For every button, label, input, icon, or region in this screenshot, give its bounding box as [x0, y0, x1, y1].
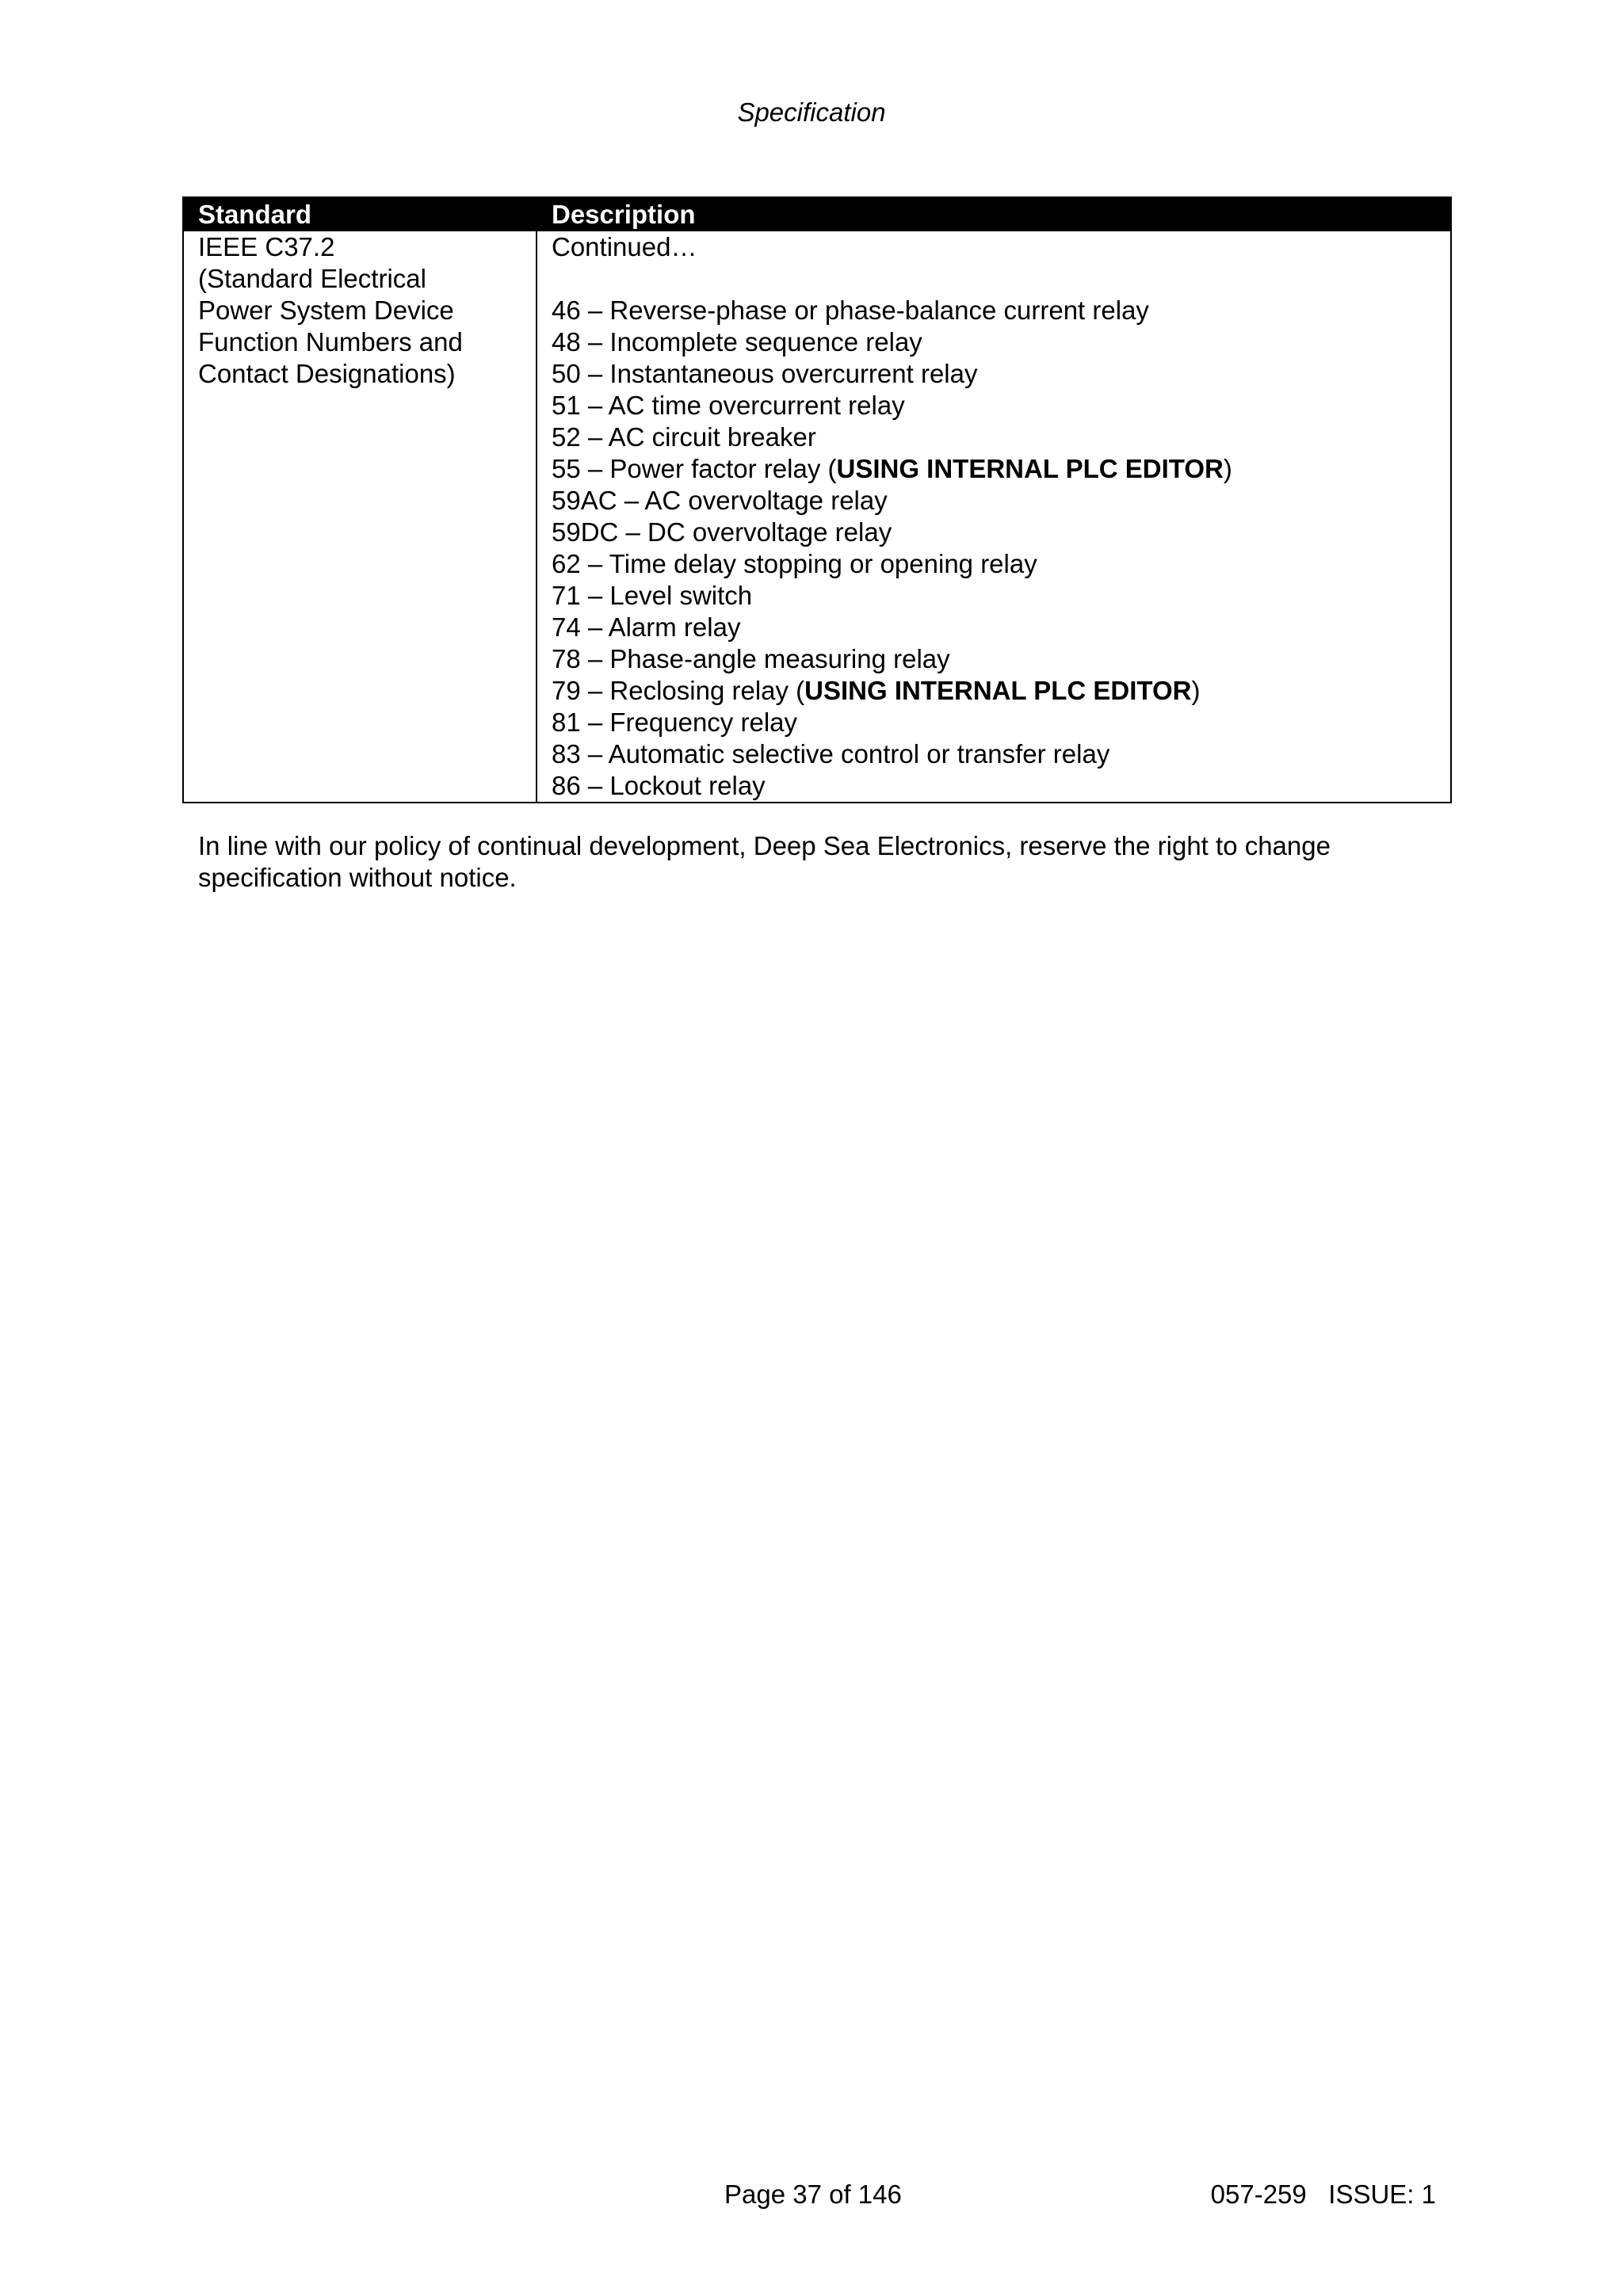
- device-function-text: 59AC – AC overvoltage relay: [552, 486, 888, 515]
- device-function-item: [552, 295, 1436, 326]
- standard-name-line: Contact Designations): [198, 359, 456, 388]
- standard-name-line: IEEE C37.2: [198, 232, 335, 261]
- device-function-emphasis: USING INTERNAL PLC EDITOR: [836, 454, 1224, 483]
- device-function-text: 48 – Incomplete sequence relay: [552, 327, 922, 357]
- device-function-item: [552, 580, 1436, 612]
- policy-note: In line with our policy of continual development, Deep Sea Electronics, reserve the right to change specification without notice.: [198, 831, 1331, 892]
- device-function-text: 78 – Phase-angle measuring relay: [552, 644, 950, 673]
- device-function-item: [552, 485, 1436, 517]
- page-footer: [0, 2177, 1623, 2212]
- table-row: [183, 231, 1451, 803]
- blank-line: [552, 263, 1436, 295]
- device-function-item: [552, 326, 1436, 358]
- device-function-text: 46 – Reverse-phase or phase-balance current relay: [552, 296, 1149, 325]
- device-function-text: 52 – AC circuit breaker: [552, 422, 816, 452]
- device-function-text: 59DC – DC overvoltage relay: [552, 517, 892, 547]
- device-function-text: 83 – Automatic selective control or transfer relay: [552, 739, 1110, 769]
- device-function-text: 79 – Reclosing relay (: [552, 676, 805, 705]
- table-header-row: [183, 197, 1451, 231]
- device-function-text: 71 – Level switch: [552, 581, 753, 610]
- continued-label: Continued…: [552, 232, 697, 261]
- device-function-item: [552, 612, 1436, 643]
- running-header: Specification: [737, 97, 886, 127]
- device-function-item: [552, 738, 1436, 770]
- standards-table: [182, 196, 1452, 803]
- document-issue: 057-259 ISSUE: 1: [1210, 2180, 1436, 2209]
- device-function-item: [552, 643, 1436, 675]
- device-function-text: 55 – Power factor relay (: [552, 454, 837, 483]
- device-function-item: [552, 453, 1436, 485]
- standard-cell: [183, 231, 537, 803]
- device-function-text: 62 – Time delay stopping or opening relay: [552, 549, 1037, 578]
- device-function-tail: ): [1191, 676, 1201, 705]
- column-header-description: Description: [537, 197, 1451, 231]
- device-function-item: [552, 421, 1436, 453]
- device-function-tail: ): [1223, 454, 1232, 483]
- device-function-item: [552, 675, 1436, 707]
- page-number: Page 37 of 146: [724, 2180, 902, 2209]
- device-function-emphasis: USING INTERNAL PLC EDITOR: [804, 676, 1192, 705]
- standard-name-line: (Standard Electrical: [198, 264, 426, 293]
- device-function-item: [552, 548, 1436, 580]
- standard-name-line: Function Numbers and: [198, 327, 463, 357]
- device-function-text: 81 – Frequency relay: [552, 707, 798, 737]
- device-function-item: [552, 390, 1436, 421]
- device-function-item: [552, 517, 1436, 548]
- device-function-text: 86 – Lockout relay: [552, 771, 766, 800]
- device-function-list: [552, 295, 1436, 802]
- device-function-text: 51 – AC time overcurrent relay: [552, 391, 905, 420]
- standard-name-line: Power System Device: [198, 296, 454, 325]
- device-function-text: 50 – Instantaneous overcurrent relay: [552, 359, 978, 388]
- device-function-item: [552, 358, 1436, 390]
- column-header-standard: Standard: [183, 197, 537, 231]
- description-cell: [537, 231, 1451, 803]
- device-function-item: [552, 770, 1436, 802]
- device-function-text: 74 – Alarm relay: [552, 612, 741, 642]
- device-function-item: [552, 707, 1436, 738]
